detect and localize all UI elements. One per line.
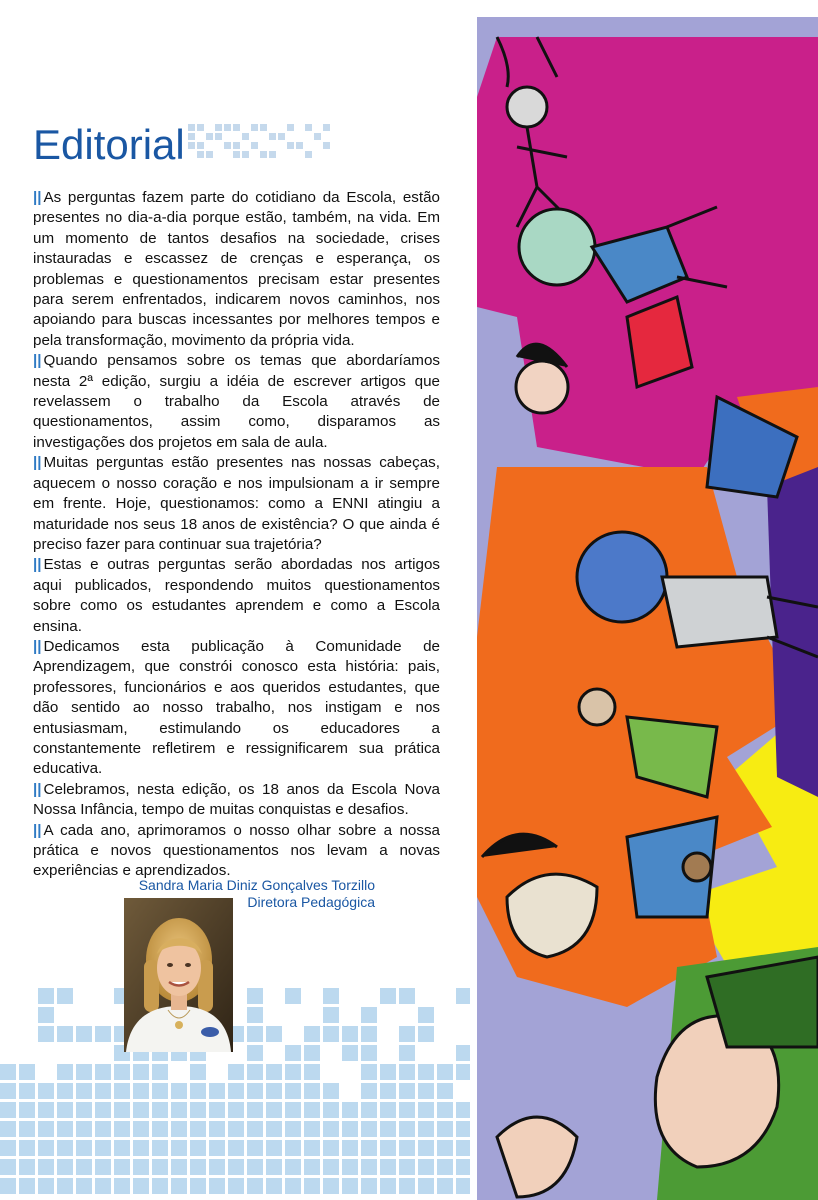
author-role: Diretora Pedagógica (247, 894, 375, 910)
page-title: Editorial (33, 121, 185, 168)
paragraph: || Quando pensamos sobre os temas que abordaríamos nesta 2ª edição, surgiu a idéia de escrever artigos que revelassem o trabalho da Escola através de questionamentos, assim como, disparamos as investigações dos projetos em sala de aula. (33, 352, 440, 451)
title-pixel-pattern (188, 124, 338, 164)
author-photo (124, 898, 233, 1052)
children-drawing-artwork (477, 17, 818, 1200)
paragraph: || Celebramos, nesta edição, os 18 anos da Escola Nova Nossa Infância, tempo de muitas conquistas e desafios. (33, 780, 440, 819)
paragraph-marker: || (33, 821, 42, 839)
paragraph: || Estas e outras perguntas serão abordadas nos artigos aqui publicados, respondendo muitos questionamentos sobre como os estudantes aprendem e como a Escola ensina. (33, 556, 440, 635)
paragraph-marker: || (33, 637, 42, 655)
paragraph-marker: || (33, 352, 42, 370)
editorial-body (33, 188, 440, 882)
paragraph: || As perguntas fazem parte do cotidiano da Escola, estão presentes no dia-a-dia porque estão, também, na vida. Em um momento de tantos desafios na sociedade, crises instauradas e escassez de crenças e esperança, os problemas e questionamentos precisam estar presentes para serem enfrentados, indicarem novos caminhos, nos apoiando para buscas incessantes por melhores tempos e pela transformação, movimento da própria vida. (33, 189, 440, 349)
paragraph: || A cada ano, aprimoramos o nosso olhar sobre a nossa prática e novos questionamentos nos levam a novas experiências e aprendizados. (33, 821, 440, 880)
paragraph-marker: || (33, 454, 42, 472)
pixel-mosaic (0, 985, 470, 1200)
paragraph-marker: || (33, 780, 42, 798)
paragraph: || Dedicamos esta publicação à Comunidade de Aprendizagem, que constrói conosco esta história: pais, professores, funcionários e aos queridos estudantes, que dão sentido ao nosso trabalho, nos instigam e nos entusiasmam, estimulando os educadores a constantemente refletirem e ressignificarem sua prática educativa. (33, 637, 440, 778)
paragraph: || Muitas perguntas estão presentes nas nossas cabeças, aquecem o nosso coração e nos impulsionam a ir sempre em frente. Hoje, questionamos: como a ENNI atingiu a maturidade nos seus 18 anos de existência? O que ainda é preciso fazer para continuar sua trajetória? (33, 454, 440, 553)
author-name: Sandra Maria Diniz Gonçalves Torzillo (138, 877, 375, 893)
paragraph-marker: || (33, 189, 42, 206)
paragraph-marker: || (33, 556, 42, 574)
